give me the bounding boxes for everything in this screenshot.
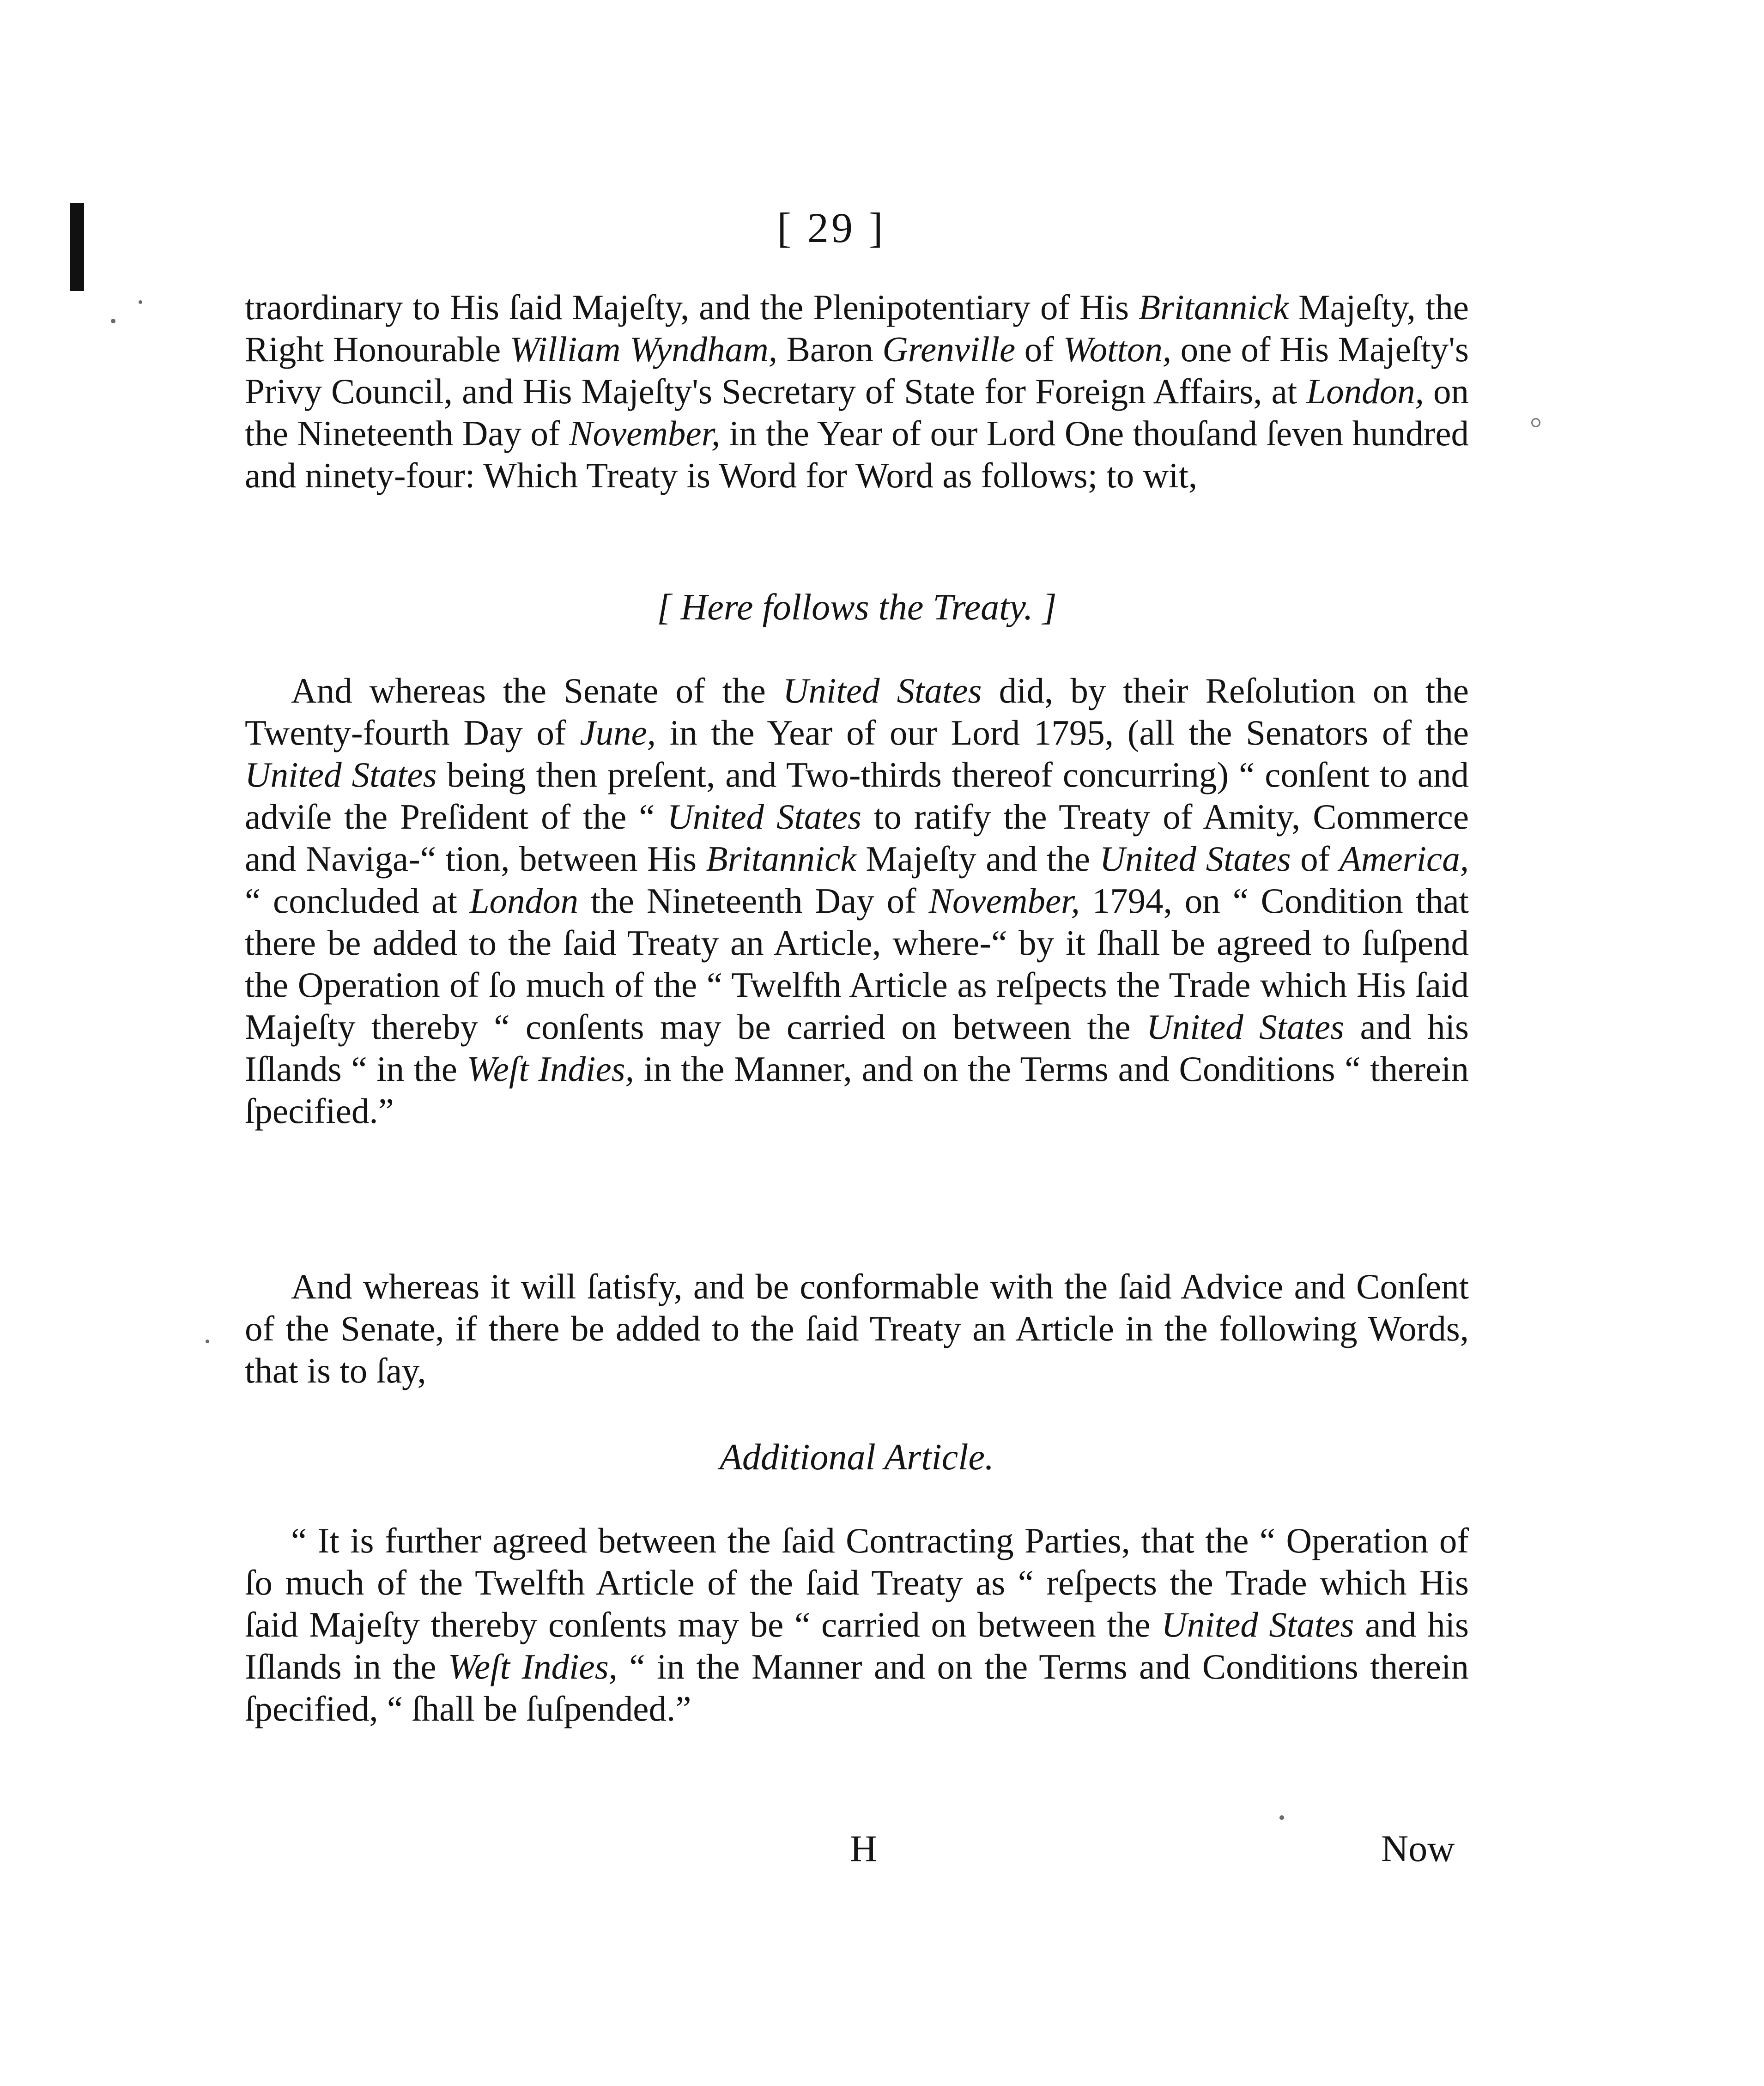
italic-run: London [469,881,579,921]
text-run: Majeſty and the [856,839,1100,879]
paragraph-treaty-intro [245,286,1469,497]
text-run: in the Year of our Lord 1795, (all the Senators of the [656,713,1469,752]
italic-run: November, [569,413,721,453]
text-run: in the Year of our Lord One thouſand ſeven hundred and ninety-four: Which Treaty is Word for Word as follows; to wit, [245,413,1469,495]
paragraph-conformable [245,1266,1469,1392]
italic-run: London, [1306,371,1424,411]
italic-run: United States [1146,1007,1345,1047]
text-run: one of His Majeſty's Privy Council, and His Majeſty's Secretary of State for Foreign Affairs, at [245,329,1469,411]
text-run: in the Manner, and on the Terms and Conditions “ therein ſpecified.” [245,1049,1469,1131]
text-run: Baron [777,329,883,369]
italic-run: Weſt Indies, [467,1049,634,1089]
catchword: Now [1381,1827,1455,1869]
text-run: the Nineteenth Day of [578,881,929,921]
text-run: “ in the Manner and on the Terms and Conditions therein ſpecified, “ ſhall be ſuſpended.” [245,1647,1469,1728]
text-run: And whereas the Senate of the [291,671,783,710]
heading-here-follows-treaty: [ Here follows the Treaty. ] [657,587,1057,628]
text-run: Majeſty, the Right Honourable [245,287,1469,369]
italic-run: Grenville [882,329,1016,369]
text-run: “ concluded at [245,881,470,921]
italic-run: William Wyndham, [509,329,778,369]
italic-run: June, [580,713,656,752]
text-run: and his Iſlands in the [245,1605,1469,1686]
margin-bar-mark [70,203,84,291]
text-run: of [1291,839,1340,879]
text-run: traordinary to His ſaid Majeſty, and the Plenipotentiary of His [245,287,1139,327]
text-run: being then preſent, and Two-thirds thereof concurring) “ conſent to and adviſe the Preſident of the “ [245,755,1469,837]
italic-run: November, [928,881,1080,921]
italic-run: United States [1099,839,1291,879]
page-number: [ 29 ] [777,204,886,251]
text-run: on the Nineteenth Day of [245,371,1469,453]
ink-speck [206,1340,209,1343]
text-run: did, by their Reſolution on the Twenty-fourth Day of [245,671,1469,752]
italic-run: United States [245,755,437,794]
text-run: “ It is further agreed between the ſaid Contracting Parties, that the “ Operation of ſo much of the Twelfth Article of the ſaid Treaty as “ reſpects the Trade which His ſaid Majeſty thereby conſents may be “ carried on between the [245,1521,1469,1644]
italic-run: Britannick [706,839,856,879]
italic-run: United States [667,797,861,837]
signature-mark: H [850,1827,878,1869]
ink-speck [1279,1815,1284,1820]
text-run: 1794, on “ Condition that there be added to the ſaid Treaty an Article, where-“ by it ſhall be agreed to ſuſpend the Operation of ſo much of the “ Twelfth Article as reſpects the Trade which His ſaid Majeſty thereby “ conſents may be carried on between the [245,881,1469,1047]
paragraph-additional-article [245,1520,1469,1730]
italic-run: Weſt Indies, [448,1647,618,1686]
text-run: of [1015,329,1063,369]
italic-run: United States [782,671,982,710]
italic-run: Wotton, [1063,329,1172,369]
paragraph-conformable-text: And whereas it will ſatisfy, and be conformable with the ſaid Advice and Conſent of the Senate, if there be added to the ſaid Treaty an Article in the following Words, that is to ſay, [245,1267,1469,1390]
text-run: to ratify the Treaty of Amity, Commerce and Naviga-“ tion, between His [245,797,1469,879]
italic-run: America, [1339,839,1469,879]
italic-run: Britannick [1139,287,1289,327]
heading-additional-article: Additional Article. [719,1437,994,1478]
text-run: and his Iſlands “ in the [245,1007,1469,1089]
paragraph-senate-resolution [245,670,1469,1132]
ink-speck [111,319,115,323]
ink-speck [139,300,142,304]
ink-speck [1531,418,1540,427]
italic-run: United States [1161,1605,1354,1644]
